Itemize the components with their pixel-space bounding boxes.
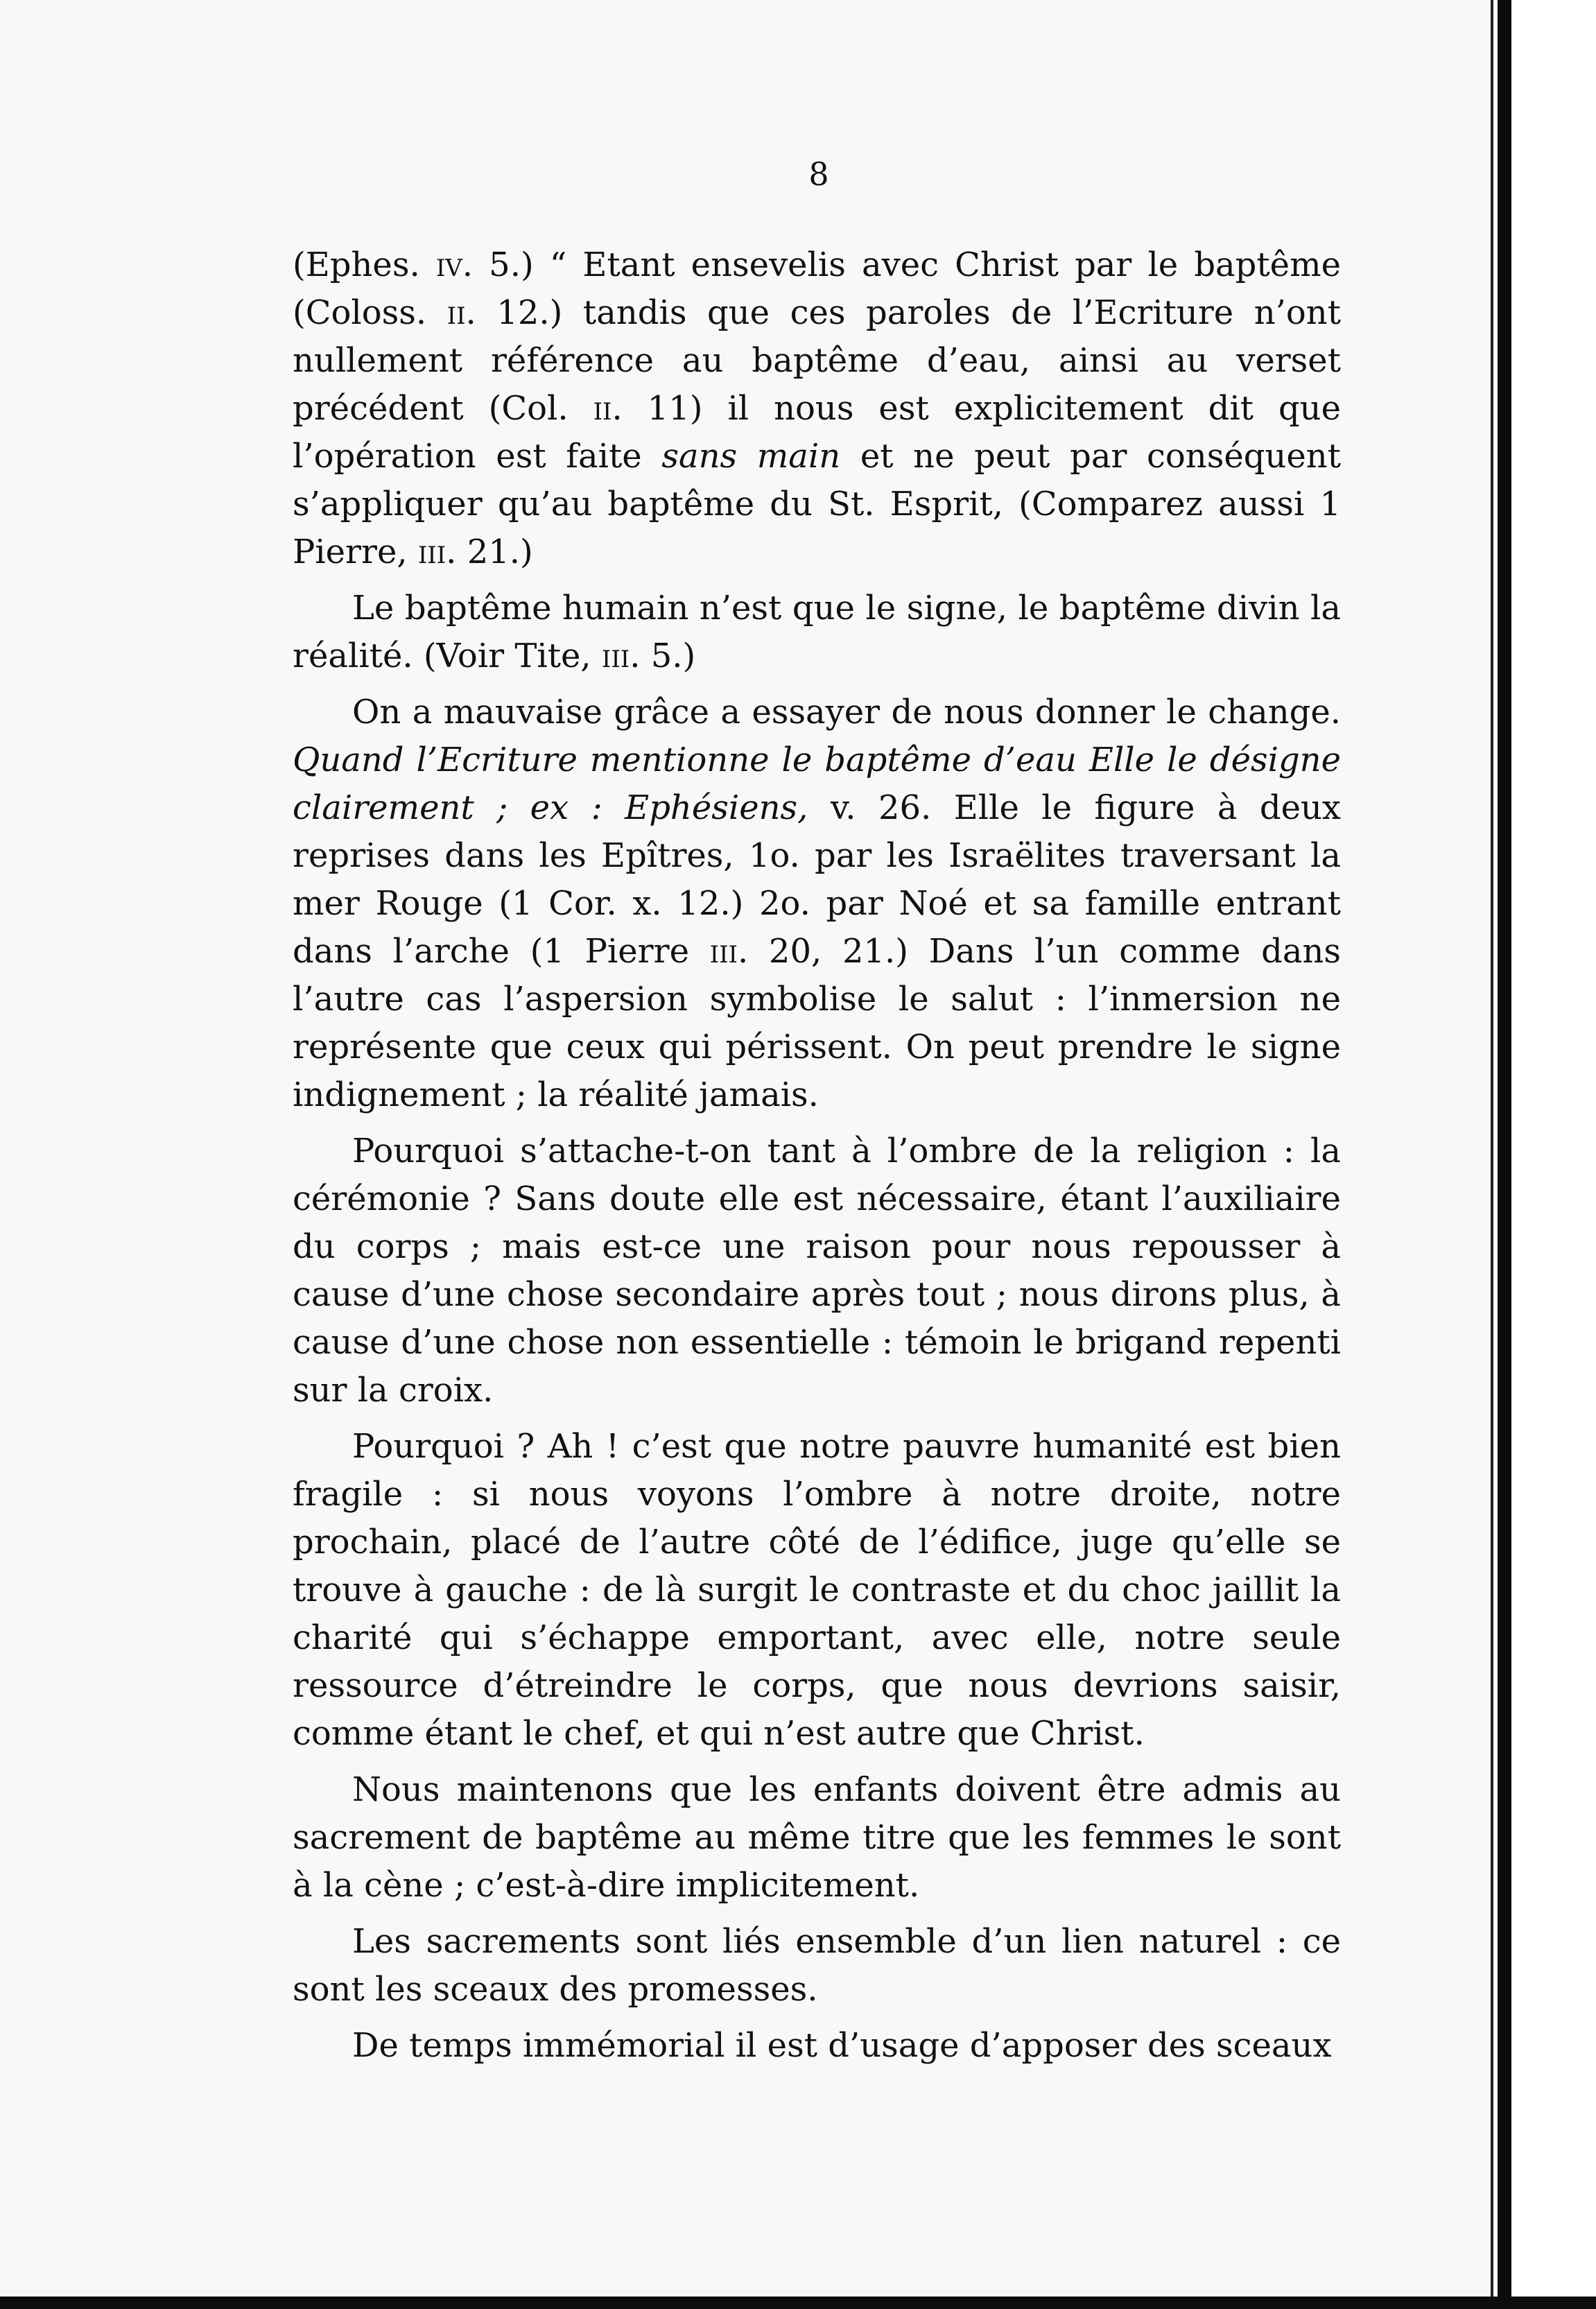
text-run: . 11) il nous est explicitement dit que l’opération est faite xyxy=(293,389,1341,476)
roman-numeral: iii xyxy=(417,533,446,571)
roman-numeral: iii xyxy=(709,932,738,971)
italic-run: Quand l’Ecriture mentionne le baptême d’eau Elle le désigne clairement ; ex : Ephésiens, xyxy=(293,741,1341,827)
text-run: (Ephes. xyxy=(293,245,436,284)
body-text xyxy=(293,241,1341,2078)
italic-run: sans main xyxy=(661,437,841,476)
roman-numeral: iii xyxy=(601,637,630,675)
text-run: On a mauvaise grâce a essayer de nous donner le change. xyxy=(352,693,1341,732)
text-run: Les sacrements sont liés ensemble d’un lien naturel : ce sont les sceaux des promesses. xyxy=(293,1922,1341,2009)
scan-edge-right xyxy=(1498,0,1596,2309)
paragraph-3 xyxy=(293,689,1341,1119)
scan-edge-bottom xyxy=(0,2297,1596,2309)
text-run: De temps immémorial il est d’usage d’apposer des sceaux xyxy=(352,2026,1332,2065)
text-run: Pourquoi ? Ah ! c’est que notre pauvre humanité est bien fragile : si nous voyons l’ombre à notre droite, notre prochain, placé de l’autre côté de l’édifice, juge qu’elle se trouve à gauche : de là surgit le contraste et du choc jaillit la charité qui s’échappe emportant, avec elle, notre seule ressource d’étreindre le corps, que nous devrions saisir, comme étant le chef, et qui n’est autre que Christ. xyxy=(293,1427,1341,1753)
roman-numeral: iv xyxy=(435,245,462,284)
paragraph-7 xyxy=(293,1918,1341,2014)
text-run: . 5.) “ Etant ensevelis avec Christ par le baptême (Coloss. xyxy=(293,245,1342,332)
text-run: Pourquoi s’attache-t-on tant à l’ombre de la religion : la cérémonie ? Sans doute elle est nécessaire, étant l’auxiliaire du corps ; mais est-ce une raison pour nous repousser à cause d’une chose secondaire après tout ; nous dirons plus, à cause d’une chose non essentielle : témoin le brigand repenti sur la croix. xyxy=(293,1132,1341,1410)
text-run: . 21.) xyxy=(446,533,533,571)
paragraph-2 xyxy=(293,585,1341,680)
text-run: v. 26. Elle le figure à deux reprises dans les Epîtres, 1o. par les Israëlites traversant la mer Rouge (1 Cor. x. 12.) 2o. par Noé et sa famille entrant dans l’arche (1 Pierre xyxy=(293,788,1341,971)
text-run: . 12.) tandis que ces paroles de l’Ecriture n’ont nullement référence au baptême d’eau, ainsi au verset précédent (Col. xyxy=(293,293,1342,428)
paragraph-5 xyxy=(293,1423,1341,1758)
text-run: Nous maintenons que les enfants doivent être admis au sacrement de baptême au même titre que les femmes le sont à la cène ; c’est-à-dire implicitement. xyxy=(293,1770,1341,1905)
text-run: et ne peut par conséquent s’appliquer qu’au baptême du St. Esprit, (Comparez aussi 1 Pierre, xyxy=(293,437,1342,571)
paragraph-1 xyxy=(293,241,1341,576)
roman-numeral: ii xyxy=(593,389,612,428)
paragraph-8 xyxy=(293,2022,1341,2070)
paragraph-6 xyxy=(293,1766,1341,1910)
text-run: Le baptême humain n’est que le signe, le baptême divin la réalité. (Voir Tite, xyxy=(293,589,1341,675)
roman-numeral: ii xyxy=(446,293,466,332)
text-run: . 5.) xyxy=(630,637,696,675)
paragraph-4 xyxy=(293,1127,1341,1415)
text-run: . 20, 21.) Dans l’un comme dans l’autre cas l’aspersion symbolise le salut : l’inmersion ne représente que ceux qui périssent. On peut prendre le signe indignement ; la réalité jamais. xyxy=(293,932,1341,1114)
page-number: 8 xyxy=(808,155,829,193)
